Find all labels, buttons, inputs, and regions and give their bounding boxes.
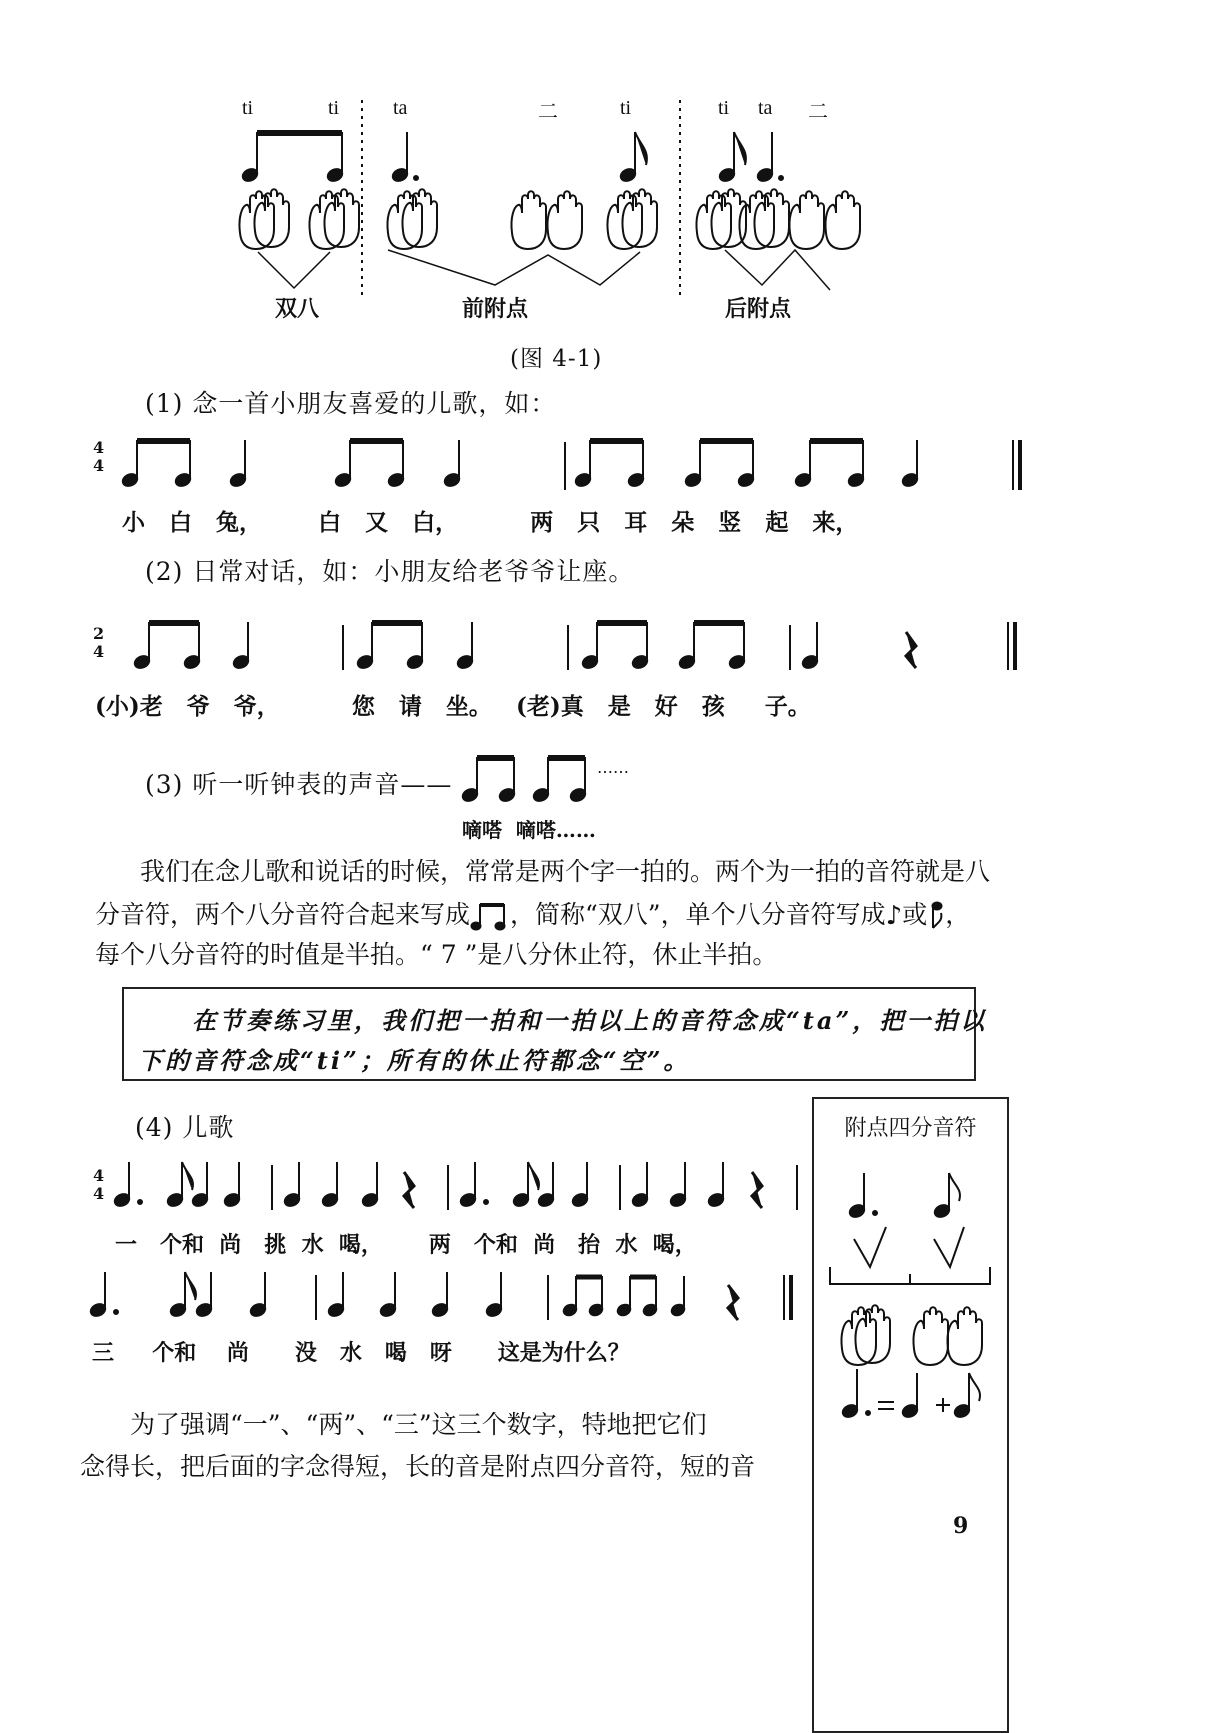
dotted-quarter-sidebar [812,1097,1009,1733]
para1-line3: 每个八分音符的时值是半拍。“ 7 ”是八分休止符，休止半拍。 [95,940,778,969]
sidebar-title: 附点四分音符 [844,1116,977,1141]
time-sig-bottom: 4 [93,1184,105,1203]
label-double-eighth: 双八 [275,296,320,322]
para1-line2b: ，简称“双八”，单个八分音符写成 [510,900,886,929]
time-sig-top: 2 [93,624,105,643]
note-box-line2: 下的音符念成“ti”；所有的休止符都念“空”。 [138,1046,691,1075]
para1-line2a: 分音符，两个八分音符合起来写成 [95,900,471,929]
figure-caption: (图 4-1) [510,346,603,372]
sidebar-diagram [814,1099,1007,1731]
syllable: ti [620,97,632,119]
label-back-dotted: 后附点 [725,296,792,322]
syllable: ti [718,97,730,119]
time-sig-top: 4 [93,438,105,457]
ex1-lyrics: 小 白 兔， 白 又 白， 两 只 耳 朵 竖 起 来， [122,509,859,536]
ex1-intro: (1) 念一首小朋友喜爱的儿歌，如： [145,389,557,418]
ex4-intro: (4) 儿歌 [135,1113,235,1142]
eighth-note-icon: ♪ [885,901,903,931]
ex4-lyrics-line1: 一 个和 尚 挑 水 喝， 两 个和 尚 抬 水 喝， [115,1232,697,1258]
ex2-intro: (2) 日常对话，如：小朋友给老爷爷让座。 [145,557,635,586]
syllable: 二 [538,101,558,123]
syllable: ti [328,97,340,119]
time-sig-bottom: 4 [93,642,105,661]
para1-line2d: ， [945,900,971,929]
para1-line1: 我们在念儿歌和说话的时候，常常是两个字一拍的。两个为一拍的音符就是八 [140,857,991,886]
para2-line1: 为了强调“一”、“两”、“三”这三个数字，特地把它们 [130,1410,707,1439]
ex3-intro: (3) 听一听钟表的声音—— [145,770,453,799]
time-sig-bottom: 4 [93,456,105,475]
syllable: ta [758,97,773,119]
syllable: ta [393,97,408,119]
syllable: ti [242,97,254,119]
note-box-line1: 在节奏练习里，我们把一拍和一拍以上的音符念成“ta”，把一拍以 [192,1006,988,1035]
para2-line2: 念得长，把后面的字念得短，长的音是附点四分音符，短的音 [80,1452,756,1481]
ex3-dots: …… [597,758,629,777]
clap-hands-icon [841,1305,982,1365]
syllable: 二 [808,101,828,123]
time-sig-top: 4 [93,1166,105,1185]
label-front-dotted: 前附点 [462,296,529,322]
ex4-lyrics-line2: 三 个和 尚 没 水 喝 呀 这是为什么？ [92,1340,630,1366]
ex3-lyrics: 嘀嗒 嘀嗒…… [462,818,596,842]
para1-line2c: 或 [902,900,928,929]
page-number: 9 [953,1513,969,1539]
ex2-lyrics: (小)老 爷 爷， 您 请 坐。 (老)真 是 好 孩 子。 [95,693,811,720]
